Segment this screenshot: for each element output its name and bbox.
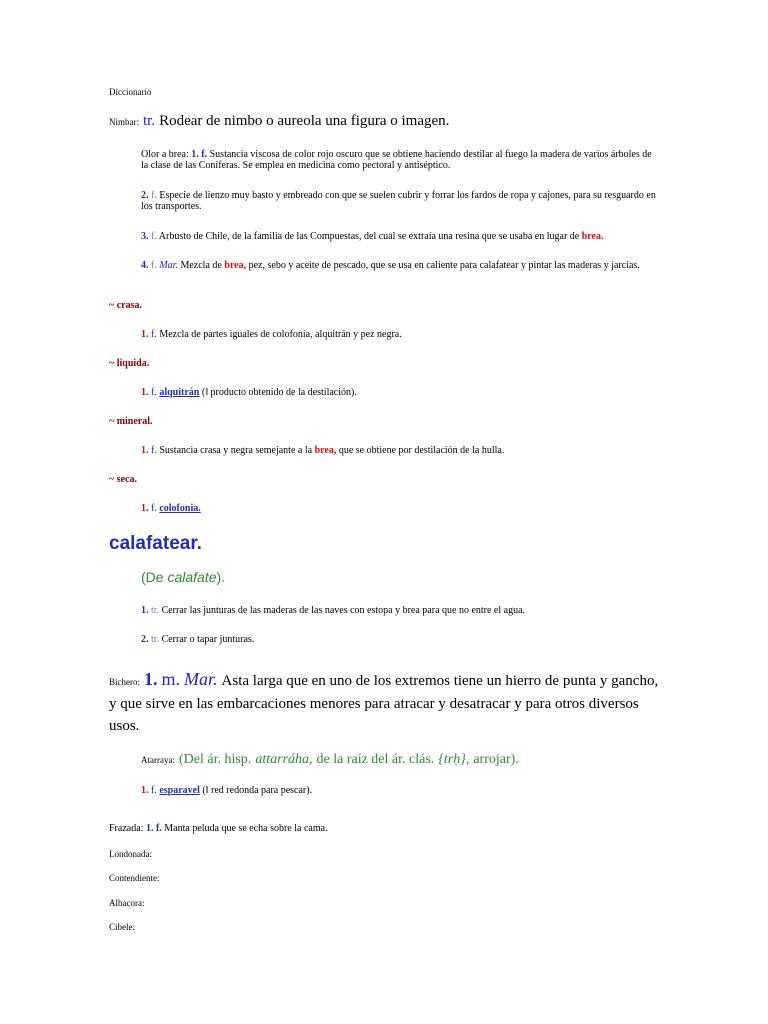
subentry-mineral: ~ mineral.: [109, 416, 153, 427]
etym-word: calafate: [167, 569, 217, 585]
headword-cibele: Cibele:: [109, 922, 135, 932]
sense-text: Mezcla de: [180, 260, 222, 271]
sense-text: Sustancia viscosa de color rojo oscuro que se obtiene haciendo destilar al fuego la madera de varios árboles de la clase de las Coníferas. Se emplea en medicina como pectoral y antiséptico.: [141, 149, 652, 171]
sense-abbr: f.: [151, 785, 157, 796]
sense-number: 1.: [141, 605, 149, 616]
etym-part: attarráha,: [255, 752, 313, 767]
subentry-crasa: ~ crasa.: [109, 300, 142, 311]
sense-number: 2.: [141, 190, 149, 201]
domain-label: Mar.: [159, 260, 178, 271]
sense-abbr: f.: [151, 503, 157, 514]
sense-abbr: f.: [151, 329, 157, 340]
sense-abbr: f.: [151, 445, 157, 456]
etymology-calafatear: [141, 569, 225, 585]
sense-number: 1.: [141, 503, 149, 514]
headword-albacora: Albacora:: [109, 898, 145, 908]
sense-number: 4.: [141, 260, 149, 271]
sense-abbr: f.: [151, 260, 157, 271]
definition-bichero: Asta larga que en uno de los extremos tiene un hierro de punta y gancho, y que sirve en las embarcaciones menores para atracar y desatracar y para otros diversos usos.: [109, 673, 659, 734]
sense-number: 1.: [141, 785, 149, 796]
sense-number: 1.: [145, 823, 154, 834]
document-title: Diccionario: [109, 87, 152, 97]
sense-text: Cerrar o tapar junturas.: [161, 634, 255, 645]
sense-text: (‖ producto obtenido de la destilación).: [201, 387, 357, 398]
calafatear-sense-2: [141, 634, 254, 645]
entry-frazada: [109, 823, 328, 834]
sense-text: Cerrar las junturas de las maderas de las naves con estopa y brea para que no entre el agua.: [161, 605, 526, 616]
sense-number: 1.: [141, 445, 149, 456]
sense-text: Arbusto de Chile, de la familia de las Compuestas, del cual se extraía una resina que se usaba en lugar de: [158, 231, 580, 242]
entry-atarraya: [141, 750, 519, 768]
headword-contendiente: Contendiente:: [109, 873, 160, 883]
brea-sense-4: [141, 260, 661, 271]
etym-open: (De: [141, 569, 164, 585]
sense-text: Sustancia crasa y negra semejante a la: [159, 445, 313, 456]
crasa-sense-1: [141, 329, 402, 340]
sense-text-cont: que se obtiene por destilación de la hulla.: [338, 445, 505, 456]
subentry-seca: ~ seca.: [109, 474, 137, 485]
mineral-sense-1: [141, 445, 504, 456]
sense-abbr: f.: [151, 387, 157, 398]
brea-sense-1: [141, 149, 661, 171]
sense-text-cont: pez, sebo y aceite de pescado, que se usa en caliente para calafatear y pintar las maderas y jarcias.: [248, 260, 640, 271]
sense-abbr: f.: [201, 149, 208, 160]
etym-part: {trḥ},: [438, 752, 470, 767]
sense-abbr: f.: [151, 231, 157, 242]
calafatear-sense-1: [141, 605, 525, 616]
abbr-tr: tr.: [143, 113, 156, 129]
sense-abbr: m.: [161, 669, 181, 689]
sense-number: 1.: [144, 669, 158, 689]
brea-sense-3: [141, 231, 681, 242]
entry-bichero: [109, 669, 659, 737]
definition-frazada: Manta peluda que se echa sobre la cama.: [164, 823, 328, 834]
sense-abbr: f.: [155, 823, 162, 834]
headword-bichero: Bichero:: [109, 677, 140, 687]
cross-reference: brea,: [224, 260, 247, 271]
cross-reference: brea,: [314, 445, 337, 456]
etym-part: de la raíz del ár. clás.: [316, 752, 435, 767]
etym-part: arrojar).: [473, 752, 519, 767]
etym-close: ).: [216, 569, 226, 585]
link-colofonia[interactable]: colofonia.: [159, 503, 201, 514]
brea-intro: Olor a brea:: [141, 149, 189, 160]
sense-text: (‖ red redonda para pescar).: [202, 785, 313, 796]
headword-atarraya: Atarraya:: [141, 755, 175, 765]
sense-abbr: tr.: [151, 634, 160, 645]
sense-number: 1.: [141, 387, 149, 398]
entry-nimbar: [109, 112, 449, 130]
etym-part: (Del ár. hisp.: [178, 752, 252, 767]
link-esparavel[interactable]: esparavel: [159, 785, 200, 796]
headword-calafatear: calafatear.: [109, 533, 202, 554]
liquida-sense-1: [141, 387, 357, 398]
domain-label: Mar.: [184, 669, 218, 689]
sense-text: Especie de lienzo muy basto y embreado con que se suelen cubrir y forrar los fardos de ropa y cajones, para su resguardo en los transportes.: [141, 190, 656, 212]
seca-sense-1: [141, 503, 201, 514]
sense-abbr: f.: [151, 190, 157, 201]
sense-number: 3.: [141, 231, 149, 242]
atarraya-sense-1: [141, 785, 312, 796]
definition-nimbar: Rodear de nimbo o aureola una figura o imagen.: [159, 113, 450, 129]
headword-nimbar: Nimbar:: [109, 117, 139, 127]
subentry-liquida: ~ líquida.: [109, 358, 150, 369]
sense-number: 1.: [141, 329, 149, 340]
headword-londonada: Londonada:: [109, 849, 152, 859]
sense-number: 2.: [141, 634, 149, 645]
cross-reference: brea.: [581, 231, 604, 242]
sense-number: 1.: [191, 149, 199, 160]
link-alquitran[interactable]: alquitrán: [159, 387, 200, 398]
headword-frazada: Frazada:: [109, 823, 144, 834]
brea-sense-2: [141, 190, 661, 212]
sense-abbr: tr.: [151, 605, 160, 616]
sense-text: Mezcla de partes iguales de colofonia, alquitrán y pez negra.: [159, 329, 402, 340]
